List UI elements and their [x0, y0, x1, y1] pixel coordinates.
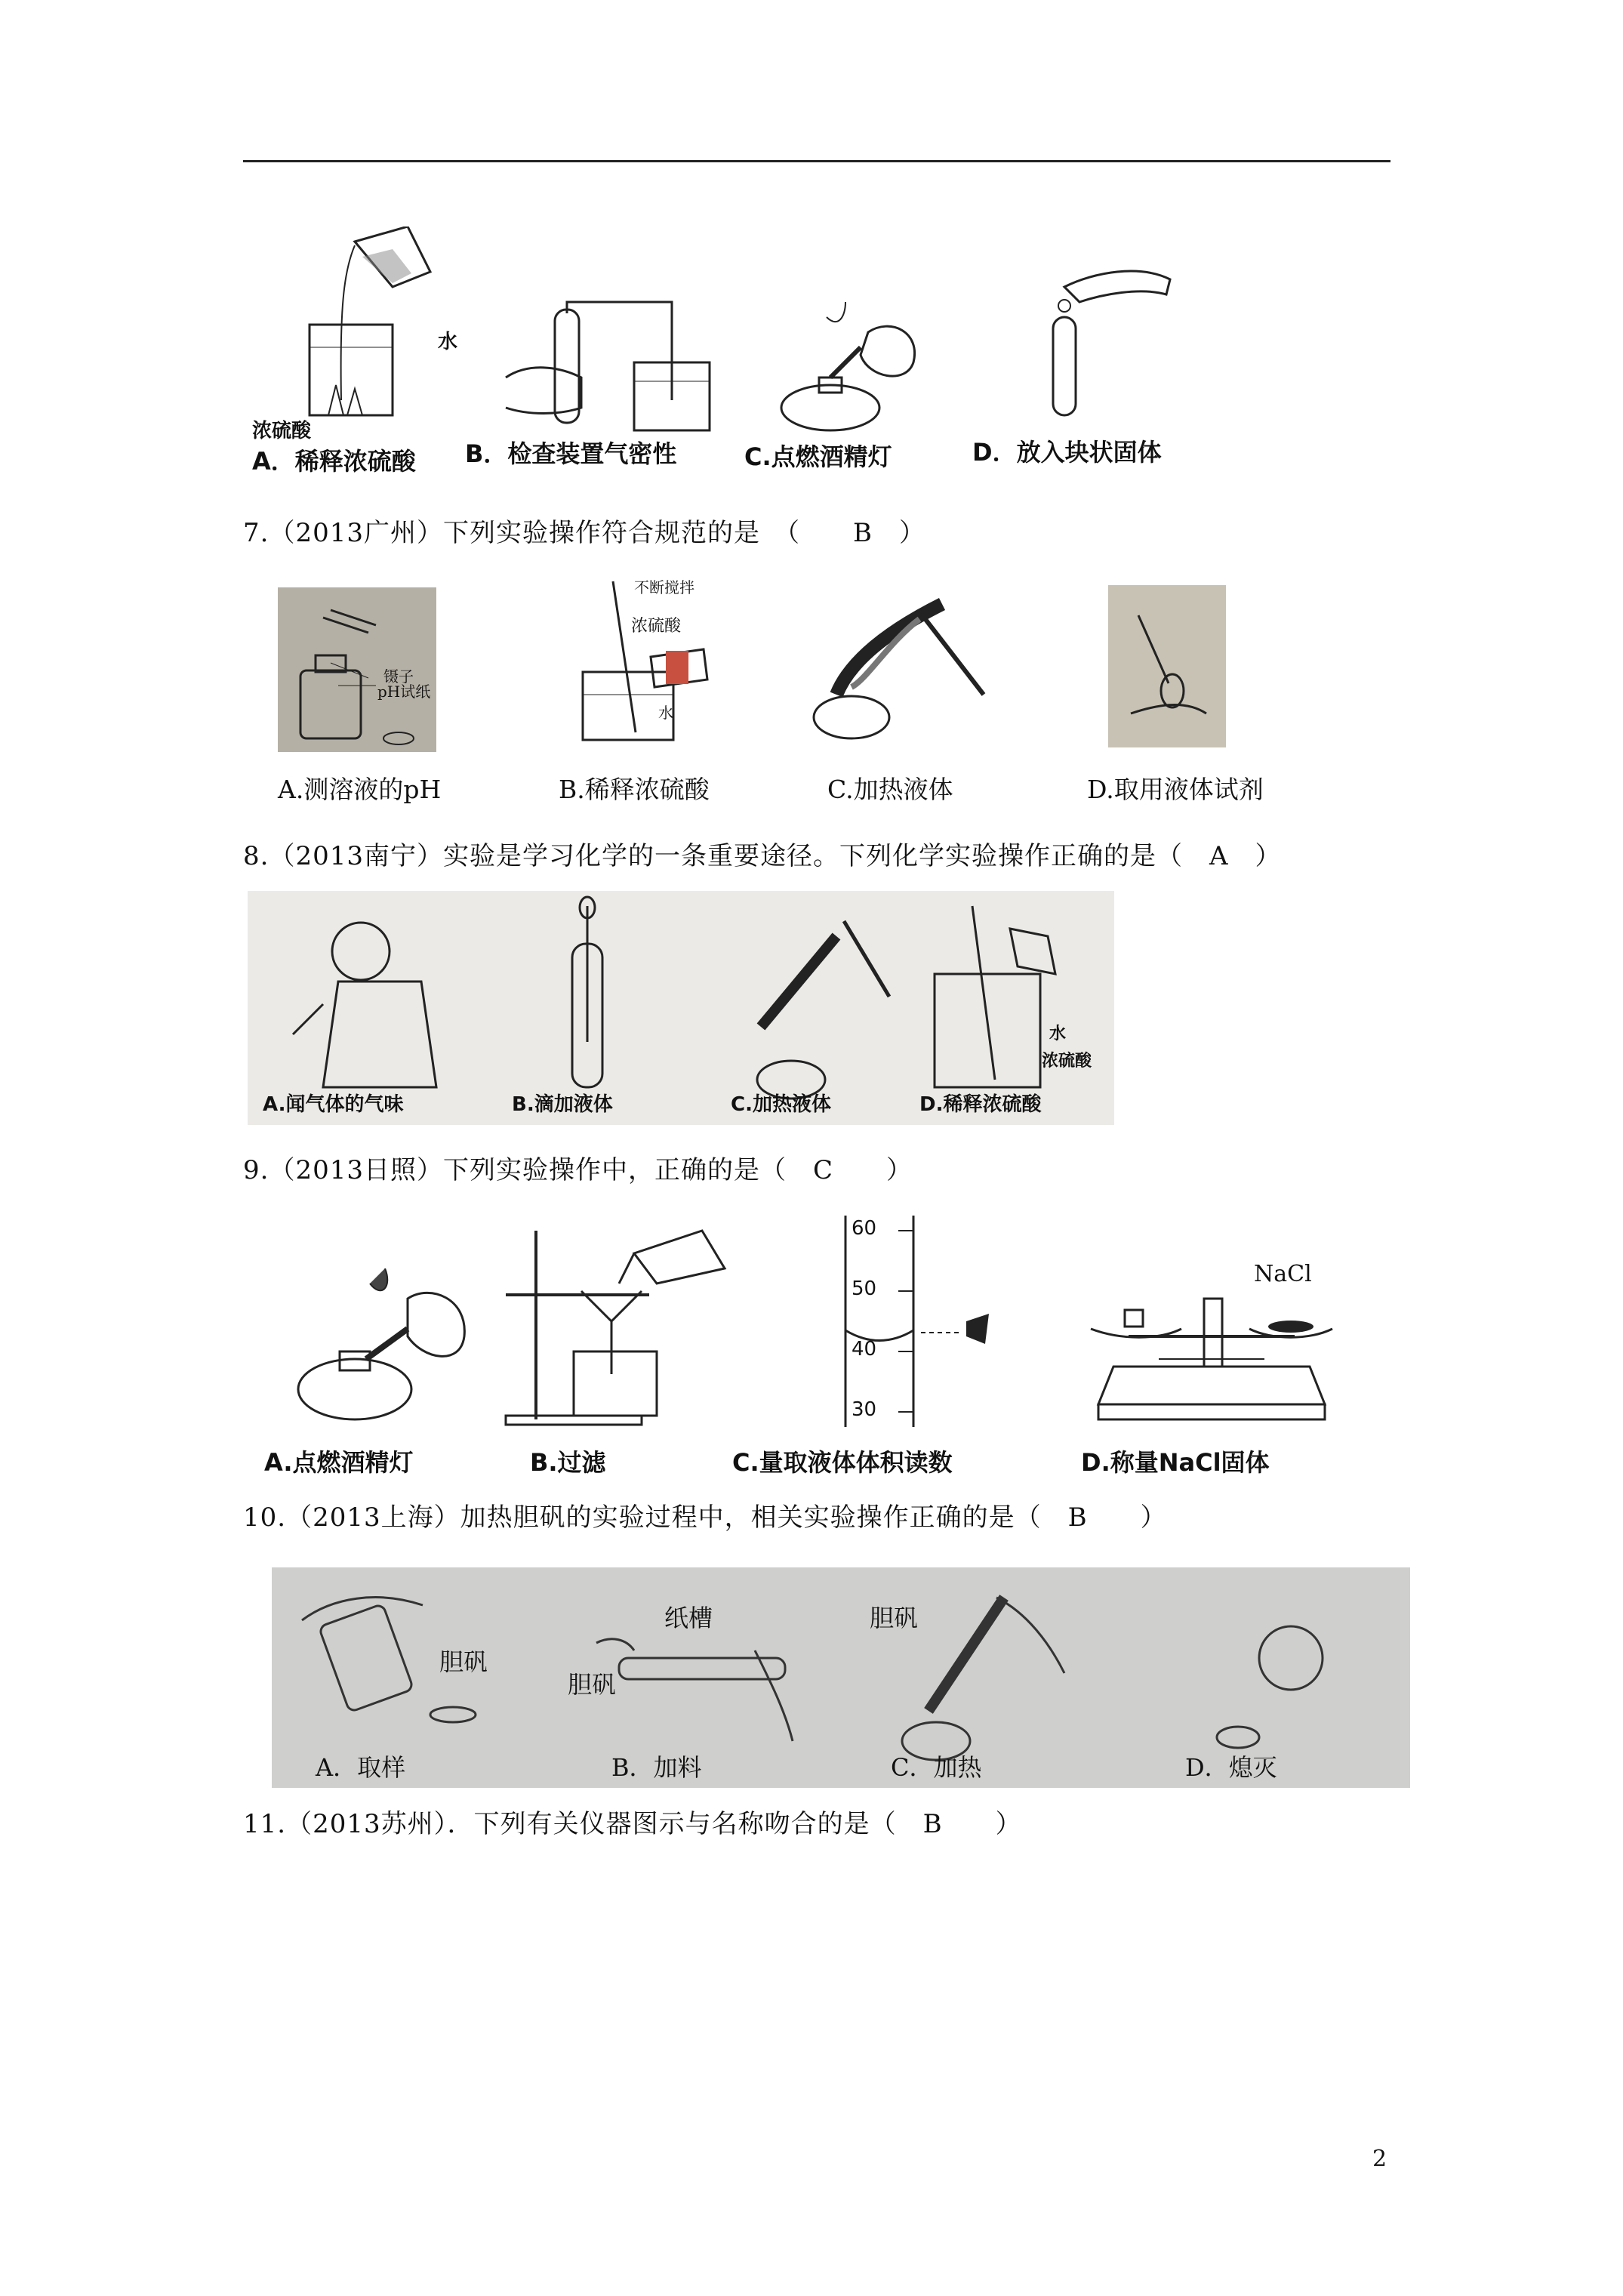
q11-text: 11.（2013苏州）．下列有关仪器图示与名称吻合的是（ B ）	[243, 1809, 1022, 1839]
q10-annot-a: 胆矾	[439, 1647, 488, 1676]
q10-annot-b1: 纸槽	[664, 1604, 713, 1632]
q8-figure	[248, 891, 1114, 1125]
q7-figure-a	[278, 587, 436, 752]
q10-annot-c: 胆矾	[870, 1604, 919, 1632]
q9-figure-d	[1076, 1253, 1347, 1427]
q7-text: 7.（2013广州）下列实验操作符合规范的是 （ B ）	[243, 518, 925, 548]
q9-figure-c	[830, 1216, 1004, 1427]
q6-label-a: A．稀释浓硫酸	[252, 447, 416, 476]
q9-label-b: B.过滤	[530, 1448, 606, 1477]
q10-figure	[272, 1567, 1410, 1788]
q7-annot-water: 水	[658, 704, 673, 722]
q9-scale-40: 40	[852, 1338, 877, 1361]
q6-figure-c	[770, 302, 936, 438]
q8-annot-acid: 浓硫酸	[1042, 1052, 1092, 1071]
page-number: 2	[1372, 2146, 1387, 2172]
q7-label-b: B.稀释浓硫酸	[559, 775, 710, 804]
q6-figure-a	[249, 227, 460, 430]
q7-label-a: A.测溶液的pH	[278, 775, 442, 804]
q6-label-c: C.点燃酒精灯	[744, 442, 892, 471]
q9-scale-50: 50	[852, 1277, 877, 1300]
q9-scale-30: 30	[852, 1398, 877, 1421]
q9-label-d: D.称量NaCl固体	[1081, 1448, 1270, 1477]
q8-label-d: D.稀释浓硫酸	[919, 1093, 1042, 1116]
q6-annot-water: 水	[438, 331, 458, 353]
q10-annot-b2: 胆矾	[568, 1670, 617, 1699]
q9-scale-60: 60	[852, 1217, 877, 1240]
q7-figure-b	[568, 574, 741, 744]
q6-figure-d	[1034, 249, 1185, 423]
q6-figure-b	[498, 294, 725, 438]
q6-label-d: D．放入块状固体	[972, 438, 1162, 467]
q7-annot-stir: 不断搅拌	[634, 578, 694, 596]
q7-annot-acid: 浓硫酸	[631, 617, 682, 636]
q6-annot-acid: 浓硫酸	[252, 420, 312, 442]
q10-label-c: C．加热	[891, 1753, 982, 1782]
q10-label-b: B．加料	[611, 1753, 702, 1782]
q7-label-d: D.取用液体试剂	[1087, 775, 1264, 804]
q6-label-b: B．检查装置气密性	[465, 439, 677, 468]
q7-label-c: C.加热液体	[827, 775, 953, 804]
q8-label-a: A.闻气体的气味	[263, 1093, 404, 1116]
q7-figure-d	[1108, 585, 1226, 747]
q10-text: 10.（2013上海）加热胆矾的实验过程中，相关实验操作正确的是（ B ）	[243, 1502, 1167, 1533]
q9-label-a: A.点燃酒精灯	[264, 1448, 414, 1477]
q8-annot-water: 水	[1049, 1025, 1067, 1043]
q9-label-c: C.量取液体体积读数	[732, 1448, 953, 1477]
q10-label-a: A．取样	[316, 1753, 406, 1782]
q10-label-d: D．熄灭	[1185, 1753, 1277, 1782]
q7-annot-tweezers: 镊子	[383, 667, 414, 686]
q9-figure-b	[498, 1223, 755, 1427]
q9-figure-a	[294, 1268, 483, 1427]
q8-text: 8.（2013南宁）实验是学习化学的一条重要途径。下列化学实验操作正确的是（ A ）	[243, 841, 1282, 871]
q8-label-b: B.滴加液体	[512, 1093, 613, 1116]
q9-text: 9.（2013日照）下列实验操作中，正确的是（ C ）	[243, 1155, 913, 1185]
q7-annot-ph: pH试纸	[377, 683, 431, 701]
header-rule	[243, 160, 1390, 162]
q7-figure-c	[806, 596, 1002, 747]
q8-label-c: C.加热液体	[731, 1093, 831, 1116]
q9-annot-nacl: NaCl	[1254, 1261, 1312, 1287]
